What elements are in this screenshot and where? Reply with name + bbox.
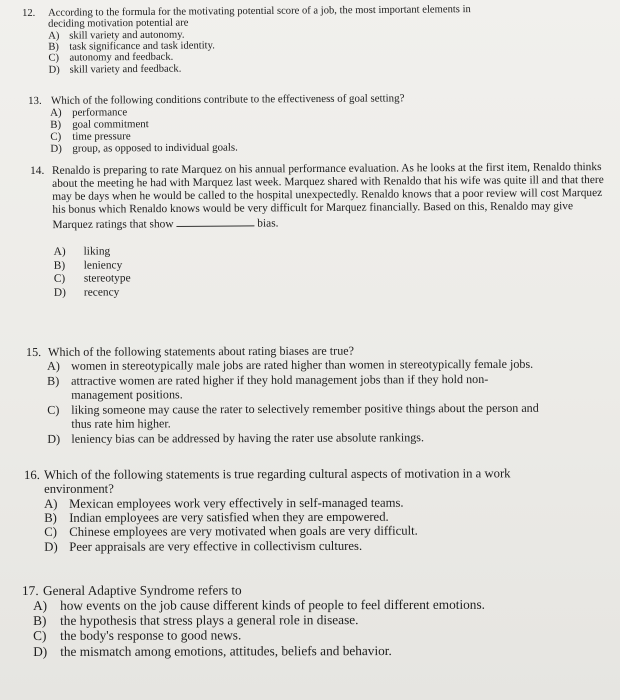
answer-option-a	[33, 597, 582, 614]
option-letter: B)	[44, 510, 57, 525]
option-text: skill variety and autonomy.	[69, 29, 185, 42]
option-text: attractive women are rated higher if they hold management jobs than if they hold non-management positions.	[71, 372, 489, 402]
question-number: 16.	[24, 467, 40, 482]
option-text: the body's response to good news.	[60, 627, 242, 644]
answer-option-d	[50, 140, 488, 155]
question-text: According to the formula for the motivating potential score of a job, the most important elements in deciding motivation potential are	[47, 4, 471, 31]
answer-options	[44, 495, 559, 554]
option-letter: D)	[48, 64, 60, 76]
option-letter: D)	[47, 432, 61, 447]
option-letter: B)	[50, 118, 62, 131]
question-text: Which of the following conditions contribute to the effectiveness of goal setting?	[50, 92, 405, 107]
question-number: 17.	[22, 582, 39, 598]
question-text-after-blank: bias.	[257, 217, 279, 230]
option-text: stereotype	[83, 272, 131, 286]
answer-option-d	[33, 642, 582, 659]
question-text	[52, 161, 615, 232]
answer-options	[33, 597, 582, 659]
question-stem	[30, 161, 615, 232]
option-text: group, as opposed to individual goals.	[72, 141, 238, 155]
option-letter: A)	[47, 358, 60, 373]
answer-options	[50, 104, 488, 155]
question-14	[30, 161, 616, 301]
answer-options	[48, 26, 502, 75]
option-letter: C)	[50, 130, 62, 143]
option-letter: A)	[50, 106, 62, 119]
option-letter: C)	[44, 525, 57, 540]
question-text: General Adaptive Syndrome refers to	[42, 582, 242, 598]
option-text: liking someone may cause the rater to selectively remember positive things about the person and thus rate him higher.	[71, 400, 539, 431]
answer-option-a	[47, 357, 546, 373]
option-text: recency	[83, 286, 120, 299]
question-16	[24, 466, 559, 554]
fill-in-blank	[176, 215, 254, 227]
option-text: Indian employees are very satisfied when they are empowered.	[69, 509, 389, 525]
answer-option-d	[44, 538, 559, 554]
option-letter: C)	[48, 52, 60, 65]
option-text: Mexican employees work very effectively in self-managed teams.	[69, 495, 404, 511]
question-13	[28, 92, 488, 155]
option-letter: A)	[48, 30, 60, 42]
answer-option-d	[54, 283, 616, 301]
question-text: Which of the following statements is true regarding cultural aspects of motivation in a work environment?	[43, 466, 511, 497]
answer-option-b	[33, 612, 582, 629]
option-letter: B)	[47, 373, 60, 388]
option-letter: A)	[53, 245, 66, 258]
option-text: Peer appraisals are very effective in collectivism cultures.	[69, 538, 363, 554]
option-letter: B)	[53, 259, 66, 272]
option-text: leniency	[83, 258, 123, 272]
option-letter: D)	[50, 142, 62, 155]
question-17	[22, 582, 582, 659]
answer-option-c	[33, 627, 582, 644]
option-letter: A)	[33, 598, 48, 614]
question-15	[26, 344, 546, 449]
option-letter: C)	[53, 273, 66, 286]
option-text: skill variety and feedback.	[69, 63, 182, 76]
option-text: leniency bias can be addressed by having the rater use absolute rankings.	[71, 430, 425, 446]
answer-option-c	[47, 402, 546, 431]
question-stem	[24, 466, 559, 497]
option-text: how events on the job cause different kinds of people to feel different emotions.	[60, 596, 485, 614]
option-text: the hypothesis that stress plays a general role in disease.	[60, 612, 359, 629]
option-text: autonomy and feedback.	[69, 51, 174, 64]
option-letter: B)	[33, 613, 47, 629]
question-12	[22, 4, 503, 76]
option-text: Chinese employees are very motivated when goals are very difficult.	[69, 524, 418, 540]
option-text: liking	[83, 245, 111, 258]
question-text: Which of the following statements about rating biases are true?	[47, 343, 355, 359]
option-text: performance	[72, 106, 128, 119]
option-text: time pressure	[72, 130, 131, 143]
question-number: 14.	[30, 164, 45, 177]
option-letter: D)	[53, 287, 66, 300]
question-stem	[22, 582, 582, 599]
question-number: 13.	[28, 94, 42, 107]
option-letter: C)	[47, 402, 60, 418]
question-text-main: Renaldo is preparing to rate Marquez on his annual performance evaluation. As he looks at the first item, Renaldo thinks about the meeting he had with Marquez last week. Marquez shared with Renaldo that his wife was quite ill and that there may be days when he would be called to the hospital unexpectedly. Renaldo knows that a poor review will cost Marquez his bonus which Renaldo knows would be very difficult for Marquez financially. Based on this, Renaldo may give Marquez ratings that show	[51, 161, 604, 231]
answer-options	[47, 357, 546, 446]
option-letter: D)	[44, 539, 58, 554]
option-text: women in stereotypically male jobs are rated higher than women in stereotypically female jobs.	[71, 356, 534, 373]
question-stem	[22, 4, 502, 31]
option-letter: C)	[33, 628, 47, 644]
answer-option-d	[47, 431, 546, 447]
option-letter: B)	[48, 41, 59, 53]
option-letter: D)	[33, 643, 48, 659]
question-number: 12.	[22, 7, 36, 19]
answer-options	[54, 242, 616, 302]
option-text: the mismatch among emotions, attitudes, beliefs and behavior.	[60, 642, 392, 659]
option-text: task significance and task identity.	[69, 40, 215, 53]
answer-option-b	[47, 373, 546, 402]
option-letter: A)	[44, 496, 58, 511]
question-number: 15.	[25, 344, 42, 359]
option-text: goal commitment	[72, 118, 149, 131]
